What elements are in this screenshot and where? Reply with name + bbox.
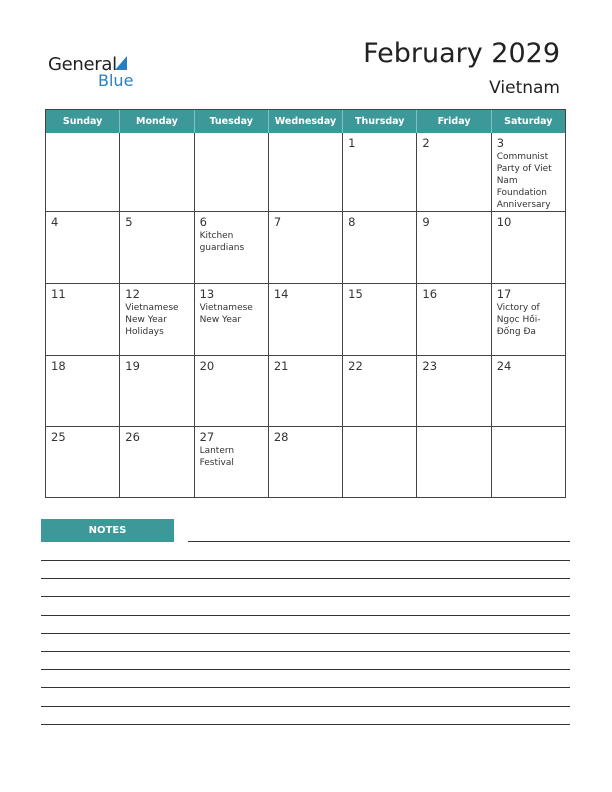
- calendar-day-cell: [343, 212, 417, 283]
- day-number: 17: [496, 286, 512, 301]
- calendar-day-cell: [120, 356, 194, 427]
- weekday-friday: Friday: [417, 110, 491, 133]
- calendar-day-cell: [195, 284, 269, 355]
- notes-line: [41, 560, 570, 561]
- calendar-day-cell: [343, 133, 417, 211]
- holiday-event: Lantern Festival: [199, 446, 235, 469]
- calendar-day-cell: [417, 284, 491, 355]
- month-calendar: [45, 109, 566, 498]
- calendar-day-cell: [492, 356, 565, 427]
- holiday-event: Victory of Ngọc Hồi-Đống Đa: [496, 302, 541, 337]
- day-number: 1: [348, 136, 356, 150]
- notes-line: [41, 596, 570, 597]
- calendar-week-row: [46, 426, 565, 498]
- calendar-day-cell: [120, 133, 194, 211]
- day-number: 2: [422, 136, 430, 150]
- day-number: 26: [125, 430, 140, 445]
- calendar-day-cell: [46, 133, 120, 211]
- day-number: 8: [348, 215, 356, 229]
- calendar-day-cell: [417, 427, 491, 498]
- calendar-day-cell: [120, 212, 194, 283]
- notes-line: [188, 541, 570, 542]
- notes-line: [41, 724, 570, 725]
- holiday-event: Communist Party of Viet Nam Foundation Anniversary: [496, 152, 552, 210]
- calendar-day-cell: [195, 356, 269, 427]
- day-number: 13: [199, 286, 215, 301]
- calendar-week-row: [46, 133, 565, 211]
- calendar-day-cell: [343, 427, 417, 498]
- weekday-sunday: Sunday: [46, 110, 120, 133]
- day-number: 18: [51, 358, 66, 373]
- calendar-day-cell: [46, 356, 120, 427]
- notes-line: [41, 706, 570, 707]
- calendar-day-cell: [417, 133, 491, 211]
- calendar-day-cell: [492, 133, 565, 211]
- day-number: 22: [348, 358, 363, 373]
- calendar-week-row: [46, 355, 565, 427]
- calendar-day-cell: [343, 356, 417, 427]
- calendar-day-cell: [195, 212, 269, 283]
- calendar-day-cell: [269, 427, 343, 498]
- notes-line: [41, 615, 570, 616]
- day-number: 25: [51, 430, 66, 445]
- calendar-day-cell: [46, 212, 120, 283]
- notes-line: [41, 651, 570, 652]
- calendar-country: Vietnam: [489, 78, 560, 98]
- calendar-day-cell: [269, 212, 343, 283]
- day-number: 19: [125, 358, 140, 373]
- day-number: 16: [422, 286, 438, 301]
- weekday-thursday: Thursday: [343, 110, 417, 133]
- notes-line: [41, 578, 570, 579]
- logo-mark-icon: [115, 56, 127, 70]
- logo-word-blue: Blue: [98, 71, 134, 90]
- day-number: 6: [199, 215, 207, 229]
- day-number: 28: [273, 430, 289, 445]
- calendar-day-cell: [195, 133, 269, 211]
- weekday-monday: Monday: [120, 110, 194, 133]
- weekday-tuesday: Tuesday: [195, 110, 269, 133]
- notes-line: [41, 687, 570, 688]
- holiday-event: Vietnamese New Year Holidays: [125, 302, 179, 337]
- day-number: 21: [273, 358, 289, 373]
- calendar-day-cell: [417, 356, 491, 427]
- calendar-day-cell: [269, 133, 343, 211]
- calendar-day-cell: [195, 427, 269, 498]
- day-number: 9: [422, 215, 430, 229]
- day-number: 14: [273, 286, 289, 301]
- calendar-body: [46, 133, 565, 498]
- day-number: 12: [125, 286, 140, 301]
- day-number: 11: [51, 286, 66, 301]
- notes-line: [41, 669, 570, 670]
- day-number: 4: [51, 215, 59, 229]
- notes-label: NOTES: [41, 519, 174, 542]
- day-number: 27: [199, 430, 215, 445]
- day-number: 10: [496, 215, 512, 229]
- weekday-header-row: [46, 110, 565, 133]
- logo-word-general: General: [48, 54, 117, 75]
- holiday-event: Vietnamese New Year: [199, 302, 253, 325]
- calendar-day-cell: [492, 427, 565, 498]
- weekday-saturday: Saturday: [504, 116, 553, 127]
- calendar-day-cell: [343, 284, 417, 355]
- calendar-day-cell: [492, 212, 565, 283]
- calendar-day-cell: [46, 427, 120, 498]
- calendar-day-cell: [269, 284, 343, 355]
- calendar-day-cell: [417, 212, 491, 283]
- day-number: 15: [348, 286, 363, 301]
- calendar-day-cell: [46, 284, 120, 355]
- calendar-day-cell: [492, 284, 565, 355]
- calendar-title: February 2029: [363, 38, 560, 69]
- calendar-week-row: [46, 211, 565, 283]
- calendar-week-row: [46, 283, 565, 355]
- notes-line: [41, 633, 570, 634]
- day-number: 20: [199, 358, 215, 373]
- calendar-day-cell: [269, 356, 343, 427]
- day-number: 5: [125, 215, 133, 229]
- day-number: 3: [496, 136, 505, 150]
- day-number: 24: [496, 358, 512, 373]
- calendar-day-cell: [120, 284, 194, 355]
- day-number: 23: [422, 358, 438, 373]
- calendar-day-cell: [120, 427, 194, 498]
- holiday-event: Kitchen guardians: [199, 231, 245, 253]
- day-number: 7: [273, 215, 282, 229]
- weekday-wednesday: Wednesday: [269, 110, 343, 133]
